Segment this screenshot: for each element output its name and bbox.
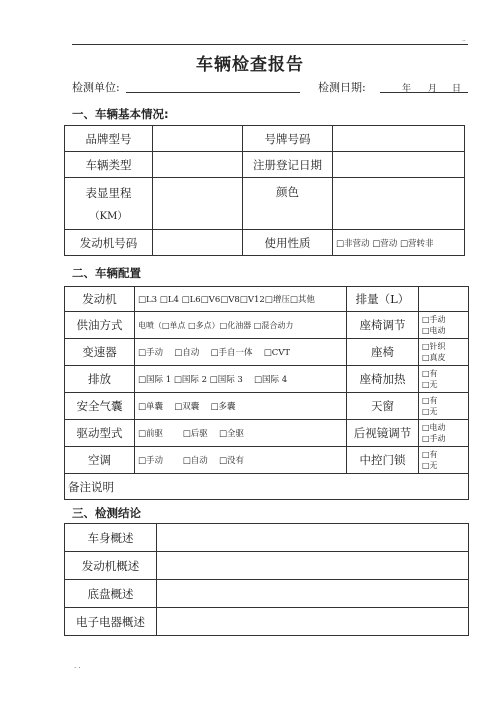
central-lock-options[interactable]: [419, 447, 469, 474]
chassis-summary-value[interactable]: [157, 580, 469, 608]
seat-heat-yes[interactable]: □有: [422, 369, 438, 378]
ac-label: 空调: [65, 447, 135, 474]
fuel-options[interactable]: 电喷（□单点 □多点）□化油器 □混合动力: [135, 312, 347, 339]
corner-mark: ..: [462, 36, 466, 43]
sunroof-yes[interactable]: □有: [422, 396, 438, 405]
engine-number-value[interactable]: [153, 230, 243, 256]
engine-summary-label: 发动机概述: [65, 552, 157, 580]
seat-label: 座椅: [347, 339, 419, 366]
basic-info-table: [64, 125, 465, 256]
body-summary-label: 车身概述: [65, 524, 157, 552]
plate-number-label: 号牌号码: [243, 126, 333, 152]
emission-label: 排放: [65, 366, 135, 393]
sunroof-no[interactable]: □无: [422, 407, 438, 416]
seat-adjust-electric[interactable]: □电动: [422, 326, 446, 335]
body-summary-value[interactable]: [157, 524, 469, 552]
sunroof-options[interactable]: [419, 393, 469, 420]
brand-model-value[interactable]: [153, 126, 243, 152]
engine-number-label: 发动机号码: [65, 230, 153, 256]
engine-summary-value[interactable]: [157, 552, 469, 580]
register-date-value[interactable]: [333, 152, 465, 178]
date-day: 日: [452, 84, 462, 94]
seat-heat-options[interactable]: [419, 366, 469, 393]
remarks-cell[interactable]: [65, 474, 469, 500]
usage-options[interactable]: □非营动 □营动 □营转非: [333, 230, 465, 256]
transmission-label: 变速器: [65, 339, 135, 366]
seat-adjust-label: 座椅调节: [347, 312, 419, 339]
transmission-options[interactable]: □手动 □自动 □手自一体 □CVT: [135, 339, 347, 366]
sunroof-label: 天窗: [347, 393, 419, 420]
remarks-label: 备注说明: [68, 479, 114, 494]
mirror-adjust-label: 后视镜调节: [347, 420, 419, 447]
displacement-value[interactable]: [419, 287, 469, 312]
header-rule: [72, 44, 468, 45]
seat-adjust-options[interactable]: [419, 312, 469, 339]
engine-options[interactable]: □L3 □L4 □L6□V6□V8□V12□增压□其他: [135, 287, 347, 312]
emission-options[interactable]: □国际 1 □国际 2 □国际 3 □国际 4: [135, 366, 347, 393]
odometer-label: [65, 178, 153, 230]
ac-options[interactable]: □手动 □自动 □没有: [135, 447, 347, 474]
chassis-summary-label: 底盘概述: [65, 580, 157, 608]
unit-label: 检测单位:: [72, 81, 120, 94]
date-month: 月: [428, 84, 438, 94]
color-value[interactable]: [333, 178, 465, 230]
electrical-summary-label: 电子电器概述: [65, 608, 157, 636]
seat-knit[interactable]: □针织: [422, 342, 446, 351]
odometer-label-text: 表显里程: [85, 186, 132, 200]
config-table: [64, 286, 469, 500]
mirror-manual[interactable]: □手动: [422, 434, 446, 443]
usage-label: 使用性质: [243, 230, 333, 256]
section1-heading: 一、车辆基本情况:: [72, 107, 169, 121]
electrical-summary-value[interactable]: [157, 608, 469, 636]
seat-heat-label: 座椅加热: [347, 366, 419, 393]
drive-options[interactable]: □前驱 □后驱 □全驱: [135, 420, 347, 447]
section3-heading: 三、检测结论: [72, 506, 141, 520]
date-year: 年: [402, 84, 412, 94]
vehicle-type-value[interactable]: [153, 152, 243, 178]
fuel-supply-label: 供油方式: [65, 312, 135, 339]
central-lock-label: 中控门锁: [347, 447, 419, 474]
airbag-label: 安全气囊: [65, 393, 135, 420]
mirror-electric[interactable]: □电动: [422, 423, 446, 432]
lock-yes[interactable]: □有: [422, 450, 438, 459]
lock-no[interactable]: □无: [422, 461, 438, 470]
drive-label: 驱动型式: [65, 420, 135, 447]
odometer-unit: （KM）: [89, 211, 128, 222]
register-date-label: 注册登记日期: [243, 152, 333, 178]
brand-model-label: 品牌型号: [65, 126, 153, 152]
section2-heading: 二、车辆配置: [72, 266, 141, 280]
plate-number-value[interactable]: [333, 126, 465, 152]
odometer-value[interactable]: [153, 178, 243, 230]
color-label: 颜色: [243, 178, 333, 230]
mirror-options[interactable]: [419, 420, 469, 447]
seat-heat-no[interactable]: □无: [422, 380, 438, 389]
displacement-label: 排量（L）: [347, 287, 419, 312]
seat-options[interactable]: [419, 339, 469, 366]
seat-leather[interactable]: □真皮: [422, 353, 446, 362]
seat-adjust-manual[interactable]: □手动: [422, 315, 446, 324]
vehicle-type-label: 车辆类型: [65, 152, 153, 178]
date-label: 检测日期:: [318, 81, 366, 94]
footer-mark: . .: [74, 662, 81, 670]
conclusion-table: [64, 523, 469, 636]
airbag-options[interactable]: □单囊 □双囊 □多囊: [135, 393, 347, 420]
unit-field[interactable]: [126, 92, 300, 93]
engine-label: 发动机: [65, 287, 135, 312]
page-title: 车辆检查报告: [196, 55, 304, 75]
